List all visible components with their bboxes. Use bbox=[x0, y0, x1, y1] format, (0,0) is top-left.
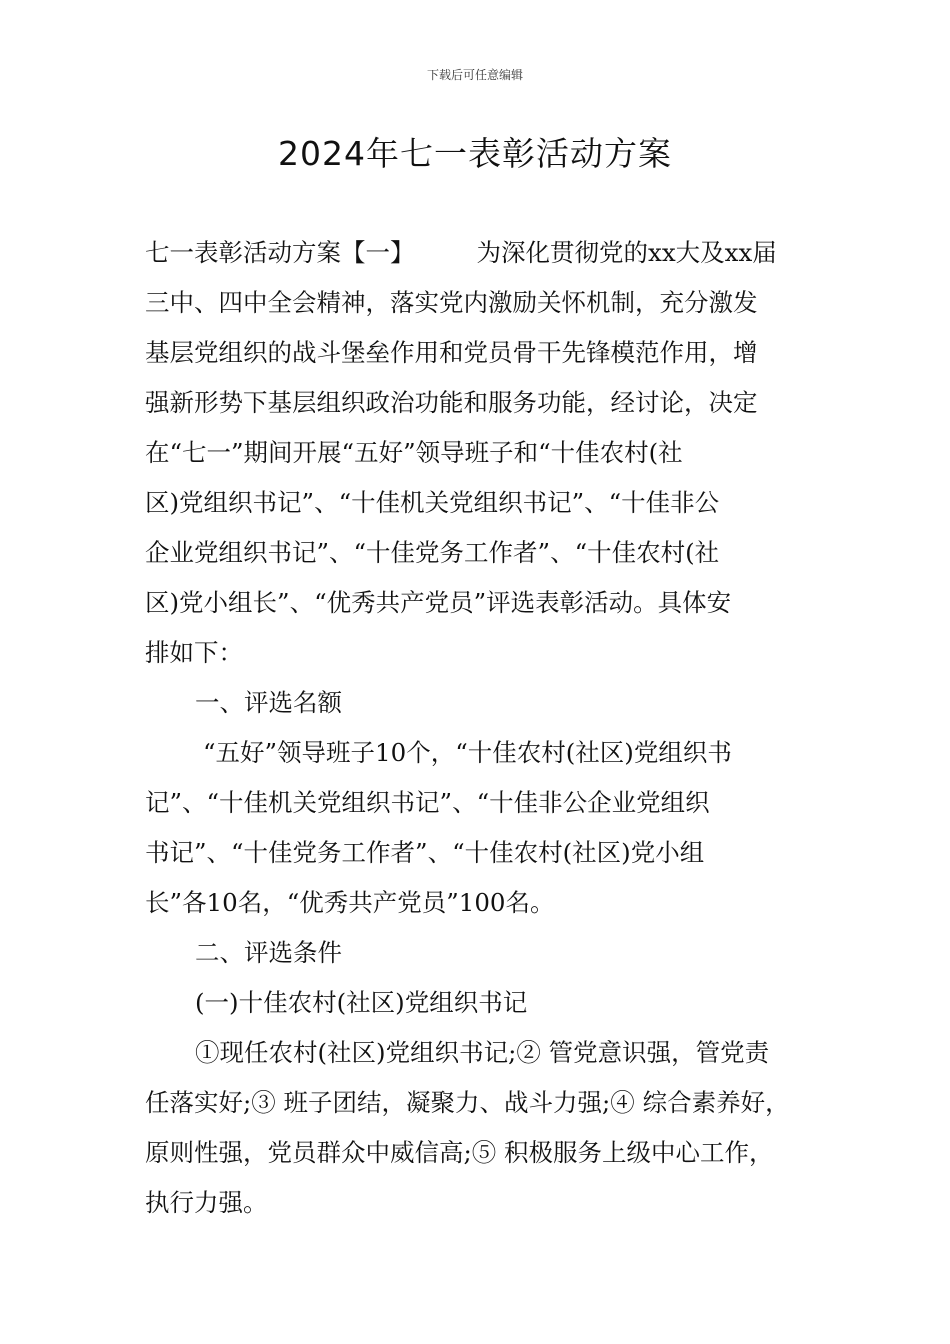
body-line: 区)党组织书记”、“十佳机关党组织书记”、“十佳非公 bbox=[145, 488, 720, 517]
body-line: 记”、“十佳机关党组织书记”、“十佳非公企业党组织 bbox=[145, 788, 710, 817]
body-line: 基层党组织的战斗堡垒作用和党员骨干先锋模范作用，增 bbox=[145, 338, 758, 367]
body-line: 在“七一”期间开展“五好”领导班子和“十佳农村(社 bbox=[145, 438, 683, 467]
body-line: 企业党组织书记”、“十佳党务工作者”、“十佳农村(社 bbox=[145, 538, 720, 567]
body-line: 任落实好;③ 班子团结，凝聚力、战斗力强;④ 综合素养好， bbox=[145, 1088, 790, 1117]
section-heading: 七一表彰活动方案【一】 bbox=[145, 238, 415, 267]
section-heading: 一、评选名额 bbox=[195, 688, 342, 717]
subsection-heading: (一)十佳农村(社区)党组织书记 bbox=[195, 988, 528, 1017]
body-line: 原则性强，党员群众中威信高;⑤ 积极服务上级中心工作， bbox=[145, 1138, 774, 1167]
body-text: 为深化贯彻党的xx大及xx届 bbox=[476, 238, 777, 267]
body-line: 排如下： bbox=[145, 638, 243, 667]
body-line: 三中、四中全会精神，落实党内激励关怀机制，充分激发 bbox=[145, 288, 758, 317]
section-heading: 二、评选条件 bbox=[195, 938, 342, 967]
body-line: 强新形势下基层组织政治功能和服务功能，经讨论，决定 bbox=[145, 388, 758, 417]
document-body bbox=[145, 228, 813, 1228]
body-line bbox=[145, 228, 813, 278]
body-line: 书记”、“十佳党务工作者”、“十佳农村(社区)党小组 bbox=[145, 838, 705, 867]
body-line: 区)党小组长”、“优秀共产党员”评选表彰活动。具体安 bbox=[145, 588, 732, 617]
body-line: 执行力强。 bbox=[145, 1188, 268, 1217]
document-title: 2024年七一表彰活动方案 bbox=[278, 134, 672, 173]
body-line: 长”各10名，“优秀共产党员”100名。 bbox=[145, 888, 555, 917]
page-header: 下载后可任意编辑 bbox=[426, 68, 523, 82]
body-line: ①现任农村(社区)党组织书记;② 管党意识强，管党责 bbox=[195, 1038, 770, 1067]
body-line: “五好”领导班子10个，“十佳农村(社区)党组织书 bbox=[203, 738, 732, 767]
